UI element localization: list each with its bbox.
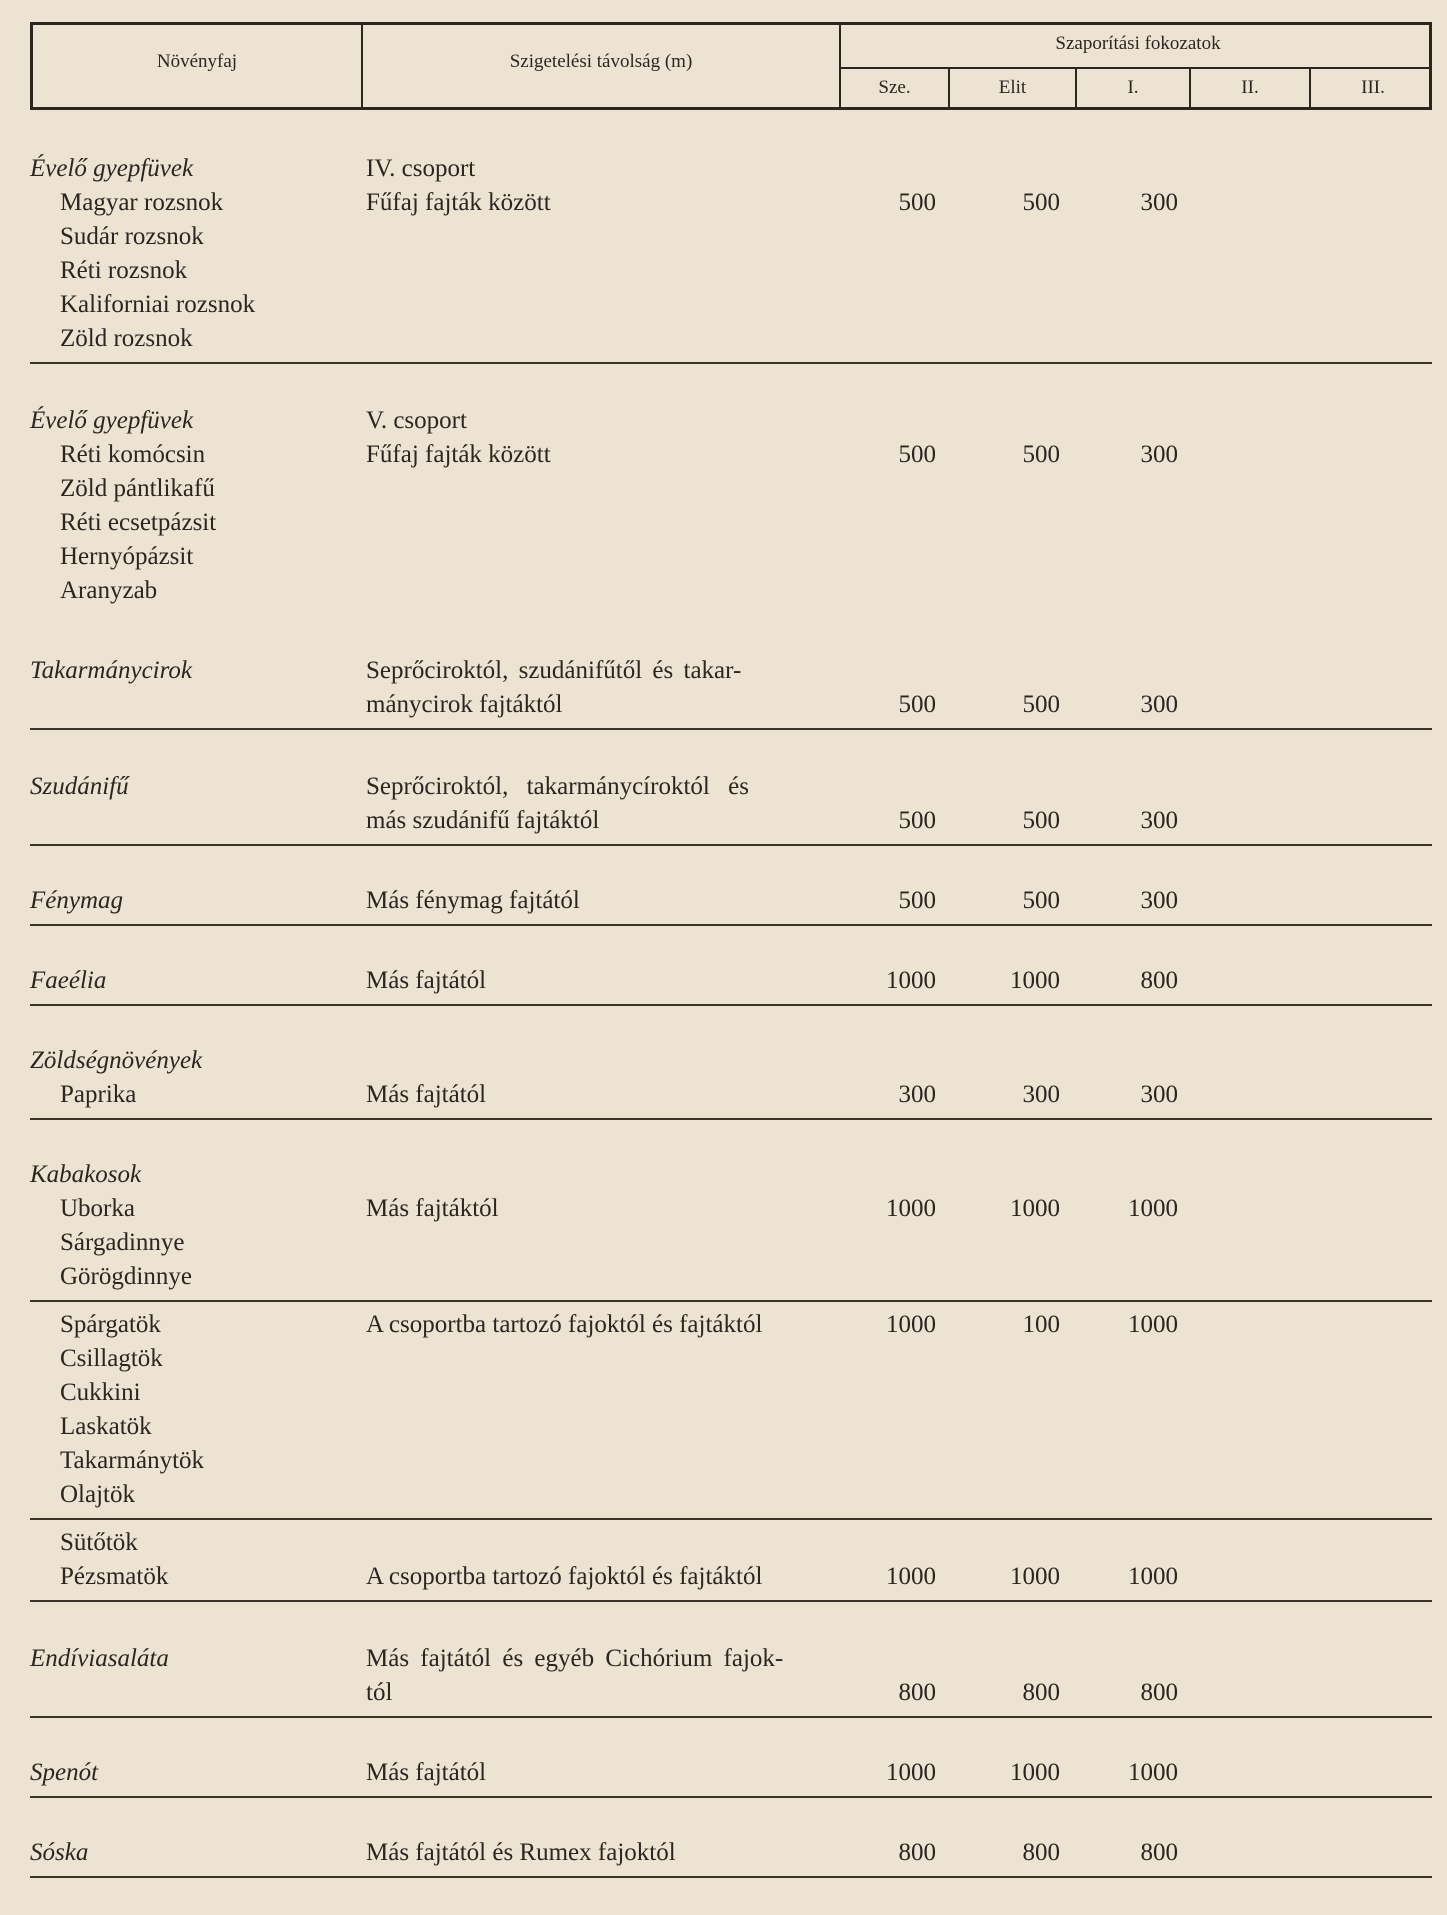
distance-text: A csoportba tartozó fajoktól és fajtáktól [366, 1311, 763, 1338]
group-label: Évelő gyepfüvek [30, 155, 194, 182]
row-divider [30, 924, 1432, 926]
value-sze: 500 [898, 189, 936, 216]
header-grade: I. [1127, 77, 1139, 98]
value-sze: 1000 [886, 1759, 936, 1786]
value-i: 1000 [1128, 1195, 1178, 1222]
value-elit: 500 [1022, 441, 1060, 468]
header-grades: Szaporítási fokozatok [1055, 33, 1221, 54]
value-i: 300 [1140, 441, 1178, 468]
value-sze: 1000 [886, 967, 936, 994]
distance-text: Más fajtától [366, 967, 487, 994]
species-item: Takarmánytök [60, 1447, 205, 1474]
value-sze: 500 [898, 887, 936, 914]
row-divider [30, 1876, 1432, 1878]
value-elit: 800 [1022, 1679, 1060, 1706]
species-item: Sárgadinnye [60, 1229, 185, 1256]
distance-text: Más fénymag fajtától [366, 887, 580, 914]
species-item: Sütőtök [60, 1529, 138, 1556]
value-sze: 800 [898, 1839, 936, 1866]
group-label: Évelő gyepfüvek [30, 407, 194, 434]
species-item: Hernyópázsit [60, 543, 194, 570]
value-i: 1000 [1128, 1563, 1178, 1590]
header-species: Növényfaj [156, 51, 238, 72]
distance-text: Seprőciroktól, szudánifűtől és takar- [366, 657, 742, 684]
row-divider [30, 1796, 1432, 1798]
value-sze: 1000 [886, 1563, 936, 1590]
value-elit: 800 [1022, 1839, 1060, 1866]
value-i: 300 [1140, 691, 1178, 718]
row-divider [30, 1518, 1432, 1520]
row-divider [30, 1716, 1432, 1718]
value-i: 1000 [1128, 1311, 1178, 1338]
species-item: Uborka [60, 1195, 135, 1222]
header-grade: Sze. [878, 77, 911, 98]
species-item: Réti ecsetpázsit [60, 509, 217, 536]
species-item: Magyar rozsnok [60, 189, 224, 216]
header-distance: Szigetelési távolság (m) [509, 51, 693, 72]
species-item: Olajtök [60, 1481, 135, 1508]
header-divider [841, 67, 1429, 69]
distance-text: A csoportba tartozó fajoktól és fajtáktól [366, 1563, 763, 1590]
species-item: Kaliforniai rozsnok [60, 291, 256, 318]
value-elit: 500 [1022, 691, 1060, 718]
group-label: Faeélia [30, 967, 107, 994]
distance-text: Más fajtától [366, 1081, 487, 1108]
value-elit: 1000 [1010, 1563, 1060, 1590]
value-i: 300 [1140, 1081, 1178, 1108]
value-i: 300 [1140, 807, 1178, 834]
species-item: Réti rozsnok [60, 257, 188, 284]
distance-text: Fűfaj fajták között [366, 441, 551, 468]
value-elit: 1000 [1010, 967, 1060, 994]
species-item: Zöld pántlikafű [60, 475, 215, 502]
species-item: Sudár rozsnok [60, 223, 204, 250]
value-elit: 1000 [1010, 1195, 1060, 1222]
distance-text: Más fajtától és Rumex fajoktól [366, 1839, 676, 1866]
value-sze: 500 [898, 441, 936, 468]
distance-text: Más fajtáktól [366, 1195, 499, 1222]
header-grade: II. [1241, 77, 1259, 98]
group-label: Szudánifű [30, 773, 129, 800]
value-sze: 1000 [886, 1311, 936, 1338]
value-sze: 300 [898, 1081, 936, 1108]
value-elit: 300 [1022, 1081, 1060, 1108]
group-label: Takarmánycirok [30, 657, 193, 684]
value-elit: 1000 [1010, 1759, 1060, 1786]
value-i: 300 [1140, 189, 1178, 216]
distance-text: más szudánifű fajtáktól [366, 807, 600, 834]
species-item: Zöld rozsnok [60, 325, 193, 352]
species-item: Pézsmatök [60, 1563, 169, 1590]
value-i: 300 [1140, 887, 1178, 914]
header-grade: Elit [998, 77, 1027, 98]
distance-text: IV. csoport [366, 155, 476, 182]
row-divider [30, 844, 1432, 846]
value-i: 800 [1140, 1679, 1178, 1706]
distance-text: tól [366, 1679, 393, 1706]
species-item: Laskatök [60, 1413, 152, 1440]
row-divider [30, 1300, 1432, 1302]
species-item: Görögdinnye [60, 1263, 192, 1290]
group-label: Fénymag [30, 887, 124, 914]
species-item: Csillagtök [60, 1345, 163, 1372]
distance-text: Más fajtától és egyéb Cichórium fajok- [366, 1645, 784, 1672]
value-i: 800 [1140, 967, 1178, 994]
species-item: Paprika [60, 1081, 137, 1108]
group-label: Spenót [30, 1759, 99, 1786]
distance-text: Fűfaj fajták között [366, 189, 551, 216]
species-item: Cukkini [60, 1379, 141, 1406]
value-sze: 500 [898, 807, 936, 834]
distance-text: V. csoport [366, 407, 467, 434]
distance-text: Más fajtától [366, 1759, 487, 1786]
value-sze: 800 [898, 1679, 936, 1706]
value-elit: 500 [1022, 189, 1060, 216]
row-divider [30, 1118, 1432, 1120]
species-item: Réti komócsin [60, 441, 206, 468]
row-divider [30, 362, 1432, 364]
species-item: Spárgatök [60, 1311, 161, 1338]
row-divider [30, 1600, 1432, 1602]
distance-text: Seprőciroktól, takarmánycíroktól és [366, 773, 749, 800]
header-grade: III. [1361, 77, 1385, 98]
value-sze: 500 [898, 691, 936, 718]
value-i: 1000 [1128, 1759, 1178, 1786]
row-divider [30, 728, 1432, 730]
group-label: Sóska [30, 1839, 89, 1866]
distance-text: mánycirok fajtáktól [366, 691, 563, 718]
group-label: Kabakosok [30, 1161, 142, 1188]
group-label: Endíviasaláta [30, 1645, 169, 1672]
group-label: Zöldségnövények [30, 1047, 203, 1074]
value-elit: 100 [1022, 1311, 1060, 1338]
species-item: Aranyzab [60, 577, 158, 604]
table-header [30, 22, 1432, 110]
value-elit: 500 [1022, 807, 1060, 834]
row-divider [30, 1004, 1432, 1006]
value-elit: 500 [1022, 887, 1060, 914]
value-sze: 1000 [886, 1195, 936, 1222]
value-i: 800 [1140, 1839, 1178, 1866]
